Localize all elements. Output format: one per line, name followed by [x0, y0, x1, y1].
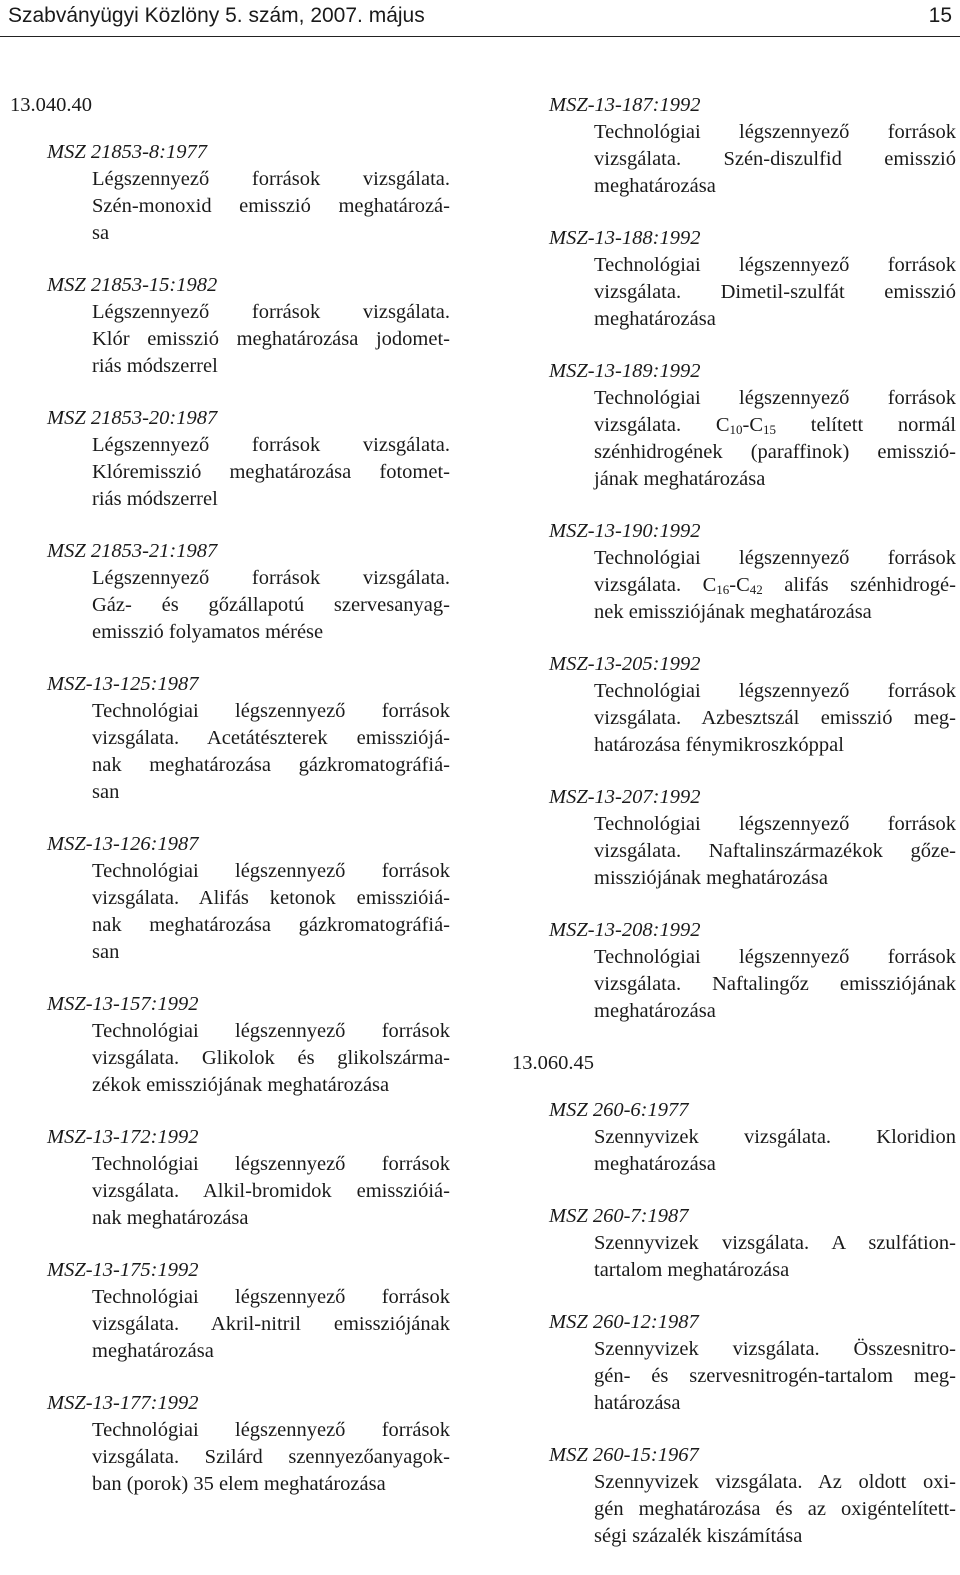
page-header [0, 0, 960, 38]
header-rule [0, 36, 960, 37]
description-line: Technológiai légszennyező források [92, 1020, 450, 1042]
standard-description [512, 1124, 956, 1178]
description-line: vizsgálata. Alifás ketonok emisszióiá- [92, 887, 450, 909]
description-line: Szennyvizek vizsgálata. Az oldott oxi- [594, 1471, 956, 1493]
standard-entry [512, 1309, 956, 1417]
standard-entry [10, 831, 450, 966]
section-code: 13.040.40 [10, 94, 92, 116]
text-fragment: telített normál [776, 414, 956, 436]
subscript: 42 [749, 582, 763, 597]
description-line: Légszennyező források vizsgálata. [92, 434, 450, 456]
description-line: Technológiai légszennyező források [594, 680, 956, 702]
standard-code: MSZ-13-188:1992 [549, 227, 701, 249]
description-line: ban (porok) 35 elem meghatározása [92, 1473, 386, 1495]
standard-entry [512, 1442, 956, 1550]
standard-description [512, 545, 956, 626]
description-line: vizsgálata. Dimetil-szulfát emisszió [594, 281, 956, 303]
description-line: riás módszerrel [92, 355, 218, 377]
section-code: 13.060.45 [512, 1052, 594, 1074]
description-line: vizsgálata. Azbesztszál emisszió meg- [594, 707, 956, 729]
standard-code: MSZ-13-175:1992 [47, 1259, 199, 1281]
description-line: vizsgálata. Akril-nitril emissziójának [92, 1313, 450, 1335]
standard-entry [10, 1257, 450, 1365]
description-line: meghatározása [594, 1153, 716, 1175]
description-line: Technológiai légszennyező források [594, 387, 956, 409]
description-line: tartalom meghatározása [594, 1259, 790, 1281]
description-line: Technológiai légszennyező források [92, 700, 450, 722]
description-line: Szennyvizek vizsgálata. Kloridion [594, 1126, 956, 1148]
standard-code: MSZ 260-7:1987 [549, 1205, 689, 1227]
right-column [512, 92, 956, 1575]
standard-entry [512, 1097, 956, 1178]
standard-code: MSZ-13-125:1987 [47, 673, 199, 695]
standard-entry [10, 671, 450, 806]
standard-code: MSZ-13-172:1992 [47, 1126, 199, 1148]
description-line: meghatározása [594, 175, 716, 197]
description-line: határozása fénymikroszkóppal [594, 734, 844, 756]
description-line: Technológiai légszennyező források [92, 1153, 450, 1175]
standard-entry [10, 538, 450, 646]
standard-description [10, 698, 450, 806]
standard-description [512, 811, 956, 892]
standard-code: MSZ 21853-21:1987 [47, 540, 218, 562]
standard-description [10, 1151, 450, 1232]
standard-code: MSZ-13-177:1992 [47, 1392, 199, 1414]
description-line: Klór emisszió meghatározása jodomet- [92, 328, 450, 350]
description-line: meghatározása [92, 1340, 214, 1362]
right-entries-a [512, 92, 956, 333]
left-column [10, 92, 450, 1523]
left-entries [10, 139, 450, 1498]
description-line: Technológiai légszennyező források [594, 813, 956, 835]
text-fragment: -C [742, 414, 764, 436]
description-line: meghatározása [594, 1000, 716, 1022]
standard-entry [512, 225, 956, 333]
standard-code: MSZ-13-207:1992 [549, 786, 701, 808]
journal-title: Szabványügyi Közlöny 5. szám, 2007. május [8, 4, 425, 27]
standard-description [512, 1230, 956, 1284]
description-line: nak meghatározása gázkromatográfiá- [92, 914, 450, 936]
standard-code: MSZ 260-12:1987 [549, 1311, 699, 1333]
standard-description [10, 432, 450, 513]
standard-entry [10, 1124, 450, 1232]
description-line: san [92, 781, 120, 803]
standard-description [512, 385, 956, 493]
description-line: Légszennyező források vizsgálata. [92, 567, 450, 589]
description-line: nak meghatározása gázkromatográfiá- [92, 754, 450, 776]
standard-description [10, 858, 450, 966]
description-line: vizsgálata. Glikolok és glikolszárma- [92, 1047, 450, 1069]
description-line: san [92, 941, 120, 963]
description-line: zékok emissziójának meghatározása [92, 1074, 390, 1096]
standard-description [10, 1284, 450, 1365]
standard-entry [512, 651, 956, 759]
page-number: 15 [928, 4, 952, 27]
standard-description [512, 944, 956, 1025]
standard-entry [512, 784, 956, 892]
text-fragment: vizsgálata. C [594, 574, 717, 596]
description-line: gén meghatározása és az oxigéntelített- [594, 1498, 956, 1520]
standard-description [10, 1417, 450, 1498]
description-line: Technológiai légszennyező források [594, 121, 956, 143]
description-line: sa [92, 222, 110, 244]
standard-entry [10, 272, 450, 380]
standard-code: MSZ 260-6:1977 [549, 1099, 689, 1121]
standard-description [512, 1469, 956, 1550]
standard-code: MSZ-13-187:1992 [549, 94, 701, 116]
standard-code: MSZ-13-208:1992 [549, 919, 701, 941]
description-line: riás módszerrel [92, 488, 218, 510]
standard-code: MSZ 21853-15:1982 [47, 274, 218, 296]
description-line: ségi százalék kiszámítása [594, 1525, 803, 1547]
standard-entry [10, 991, 450, 1099]
standard-code: MSZ-13-126:1987 [47, 833, 199, 855]
standard-description [10, 166, 450, 247]
standard-description [512, 1336, 956, 1417]
description-line: Technológiai légszennyező források [92, 860, 450, 882]
standard-code: MSZ 21853-20:1987 [47, 407, 218, 429]
description-line: missziójának meghatározása [594, 867, 828, 889]
description-line: nak meghatározása [92, 1207, 249, 1229]
description-line: jának meghatározása [594, 468, 766, 490]
description-line: vizsgálata. Szén-diszulfid emisszió [594, 148, 956, 170]
description-line: Technológiai légszennyező források [92, 1286, 450, 1308]
standard-description [512, 119, 956, 200]
standard-entry [512, 917, 956, 1025]
description-line: Szén-monoxid emisszió meghatározá- [92, 195, 450, 217]
text-fragment: vizsgálata. C [594, 414, 730, 436]
standard-entry [10, 1390, 450, 1498]
standard-code: MSZ-13-157:1992 [47, 993, 199, 1015]
description-line: vizsgálata. Szilárd szennyezőanyagok- [92, 1446, 450, 1468]
standard-description [10, 565, 450, 646]
standard-code: MSZ-13-190:1992 [549, 520, 701, 542]
right-entries-b [512, 651, 956, 1025]
description-line: vizsgálata. Naftalingőz emissziójának [594, 973, 956, 995]
standard-entry [512, 92, 956, 200]
text-fragment: alifás szénhidrogé- [762, 574, 956, 596]
standard-code: MSZ 260-15:1967 [549, 1444, 699, 1466]
description-line: meghatározása [594, 308, 716, 330]
standard-code: MSZ-13-205:1992 [549, 653, 701, 675]
standard-entry [512, 518, 956, 626]
description-line: Gáz- és gőzállapotú szervesanyag- [92, 594, 450, 616]
description-line: Klóremisszió meghatározása fotomet- [92, 461, 450, 483]
description-line: vizsgálata. Alkil-bromidok emisszióiá- [92, 1180, 450, 1202]
description-line: Légszennyező források vizsgálata. [92, 301, 450, 323]
description-line: emisszió folyamatos mérése [92, 621, 324, 643]
description-line: nek emissziójának meghatározása [594, 601, 872, 623]
standard-description [10, 1018, 450, 1099]
standard-description [512, 252, 956, 333]
text-fragment: -C [729, 574, 750, 596]
standard-entry [10, 139, 450, 247]
description-line: gén- és szervesnitrogén-tartalom meg- [594, 1365, 956, 1387]
standard-entry [512, 1203, 956, 1284]
standard-code: MSZ-13-189:1992 [549, 360, 701, 382]
standard-code: MSZ 21853-8:1977 [47, 141, 208, 163]
description-line: Szennyvizek vizsgálata. A szulfátion- [594, 1232, 956, 1254]
description-line [594, 572, 956, 599]
description-line: Légszennyező források vizsgálata. [92, 168, 450, 190]
description-line: szénhidrogének (paraffinok) emisszió- [594, 441, 956, 463]
standard-description [512, 678, 956, 759]
description-line: vizsgálata. Acetátészterek emissziójá- [92, 727, 450, 749]
standard-entry [10, 405, 450, 513]
subscript: 16 [716, 582, 730, 597]
subscript: 10 [729, 422, 743, 437]
description-line: Technológiai légszennyező források [594, 946, 956, 968]
standard-entry [512, 358, 956, 493]
subscript: 15 [763, 422, 777, 437]
description-line: Technológiai légszennyező források [92, 1419, 450, 1441]
description-line: határozása [594, 1392, 681, 1414]
description-line: Technológiai légszennyező források [594, 547, 956, 569]
right-entries-c [512, 1097, 956, 1550]
description-line: Szennyvizek vizsgálata. Összesnitro- [594, 1338, 956, 1360]
standard-description [10, 299, 450, 380]
description-line [594, 412, 956, 439]
description-line: Technológiai légszennyező források [594, 254, 956, 276]
description-line: vizsgálata. Naftalinszármazékok gőze- [594, 840, 956, 862]
